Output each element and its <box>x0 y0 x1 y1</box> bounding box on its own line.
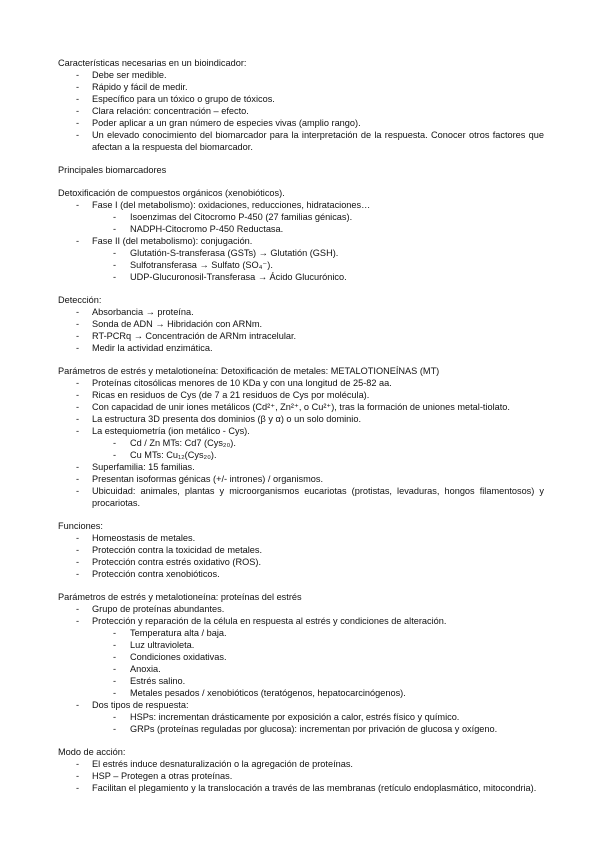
section-gap <box>58 509 544 520</box>
list-item: - RT-PCRq → Concentración de ARNm intracelular. <box>58 330 544 342</box>
list-item: - Superfamilia: 15 familias. <box>58 461 544 473</box>
section-heading: Detección: <box>58 295 102 305</box>
list-item: - Dos tipos de respuesta: <box>58 699 544 711</box>
section-heading: Principales biomarcadores <box>58 165 167 175</box>
list-item: - La estequiometría (ion metálico - Cys). <box>58 425 544 437</box>
sub-list-item: - Temperatura alta / baja. <box>58 627 544 639</box>
section-gap <box>58 580 544 591</box>
list-item: - Sonda de ADN → Hibridación con ARNm. <box>58 318 544 330</box>
list-item: - Proteínas citosólicas menores de 10 KDa y con una longitud de 25-82 aa. <box>58 377 544 389</box>
section-heading: Parámetros de estrés y metalotioneína: proteínas del estrés <box>58 592 302 602</box>
section-gap <box>58 354 544 365</box>
list-item: - La estructura 3D presenta dos dominios (β y α) o un solo dominio. <box>58 413 544 425</box>
sub-list-item: - Isoenzimas del Citocromo P-450 (27 familias génicas). <box>58 211 544 223</box>
list-item: - Clara relación: concentración – efecto. <box>58 105 544 117</box>
document-page <box>58 57 544 794</box>
sub-list-item: - Glutatión-S-transferasa (GSTs) → Glutatión (GSH). <box>58 247 544 259</box>
sub-list-item: - Cd / Zn MTs: Cd7 (Cys₂₀). <box>58 437 544 449</box>
list-item: - Protección contra xenobióticos. <box>58 568 544 580</box>
sub-list-item: - Estrés salino. <box>58 675 544 687</box>
section-heading: Parámetros de estrés y metalotioneína: Detoxificación de metales: METALOTIONEÍNAS (MT) <box>58 366 440 376</box>
list-item: - Protección contra estrés oxidativo (ROS). <box>58 556 544 568</box>
section-gap <box>58 283 544 294</box>
sub-list-item: - GRPs (proteínas reguladas por glucosa): incrementan por privación de glucosa y oxígeno. <box>58 723 544 735</box>
section-gap <box>58 153 544 164</box>
list-item: - Facilitan el plegamiento y la translocación a través de las membranas (retículo endoplasmático, mitocondria). <box>58 782 544 794</box>
list-item: - Fase II (del metabolismo): conjugación. <box>58 235 544 247</box>
list-item: - HSP – Protegen a otras proteínas. <box>58 770 544 782</box>
sub-list-item: - Anoxia. <box>58 663 544 675</box>
sub-list-item: - Metales pesados / xenobióticos (teratógenos, hepatocarcinógenos). <box>58 687 544 699</box>
sub-list-item: - Sulfotransferasa → Sulfato (SO₄⁻). <box>58 259 544 271</box>
list-item: - Protección y reparación de la célula en respuesta al estrés y condiciones de alteración. <box>58 615 544 627</box>
list-item: - Fase I (del metabolismo): oxidaciones, reducciones, hidrataciones… <box>58 199 544 211</box>
list-item: - Específico para un tóxico o grupo de tóxicos. <box>58 93 544 105</box>
section-heading: Funciones: <box>58 521 103 531</box>
list-item: - El estrés induce desnaturalización o la agregación de proteínas. <box>58 758 544 770</box>
sub-list-item: - NADPH-Citocromo P-450 Reductasa. <box>58 223 544 235</box>
sub-list-item: - Condiciones oxidativas. <box>58 651 544 663</box>
list-item: - Con capacidad de unir iones metálicos (Cd²⁺, Zn²⁺, o Cu²⁺), tras la formación de uniones metal-tiolato. <box>58 401 544 413</box>
list-item: - Homeostasis de metales. <box>58 532 544 544</box>
section-heading: Características necesarias en un bioindicador: <box>58 58 247 68</box>
section-gap <box>58 735 544 746</box>
section-heading: Detoxificación de compuestos orgánicos (xenobióticos). <box>58 188 285 198</box>
list-item: - Un elevado conocimiento del biomarcador para la interpretación de la respuesta. Conocer otros factores que afectan a la respuesta del biomarcador. <box>58 129 544 153</box>
list-item: - Presentan isoformas génicas (+/- intrones) / organismos. <box>58 473 544 485</box>
list-item: - Rápido y fácil de medir. <box>58 81 544 93</box>
section-heading: Modo de acción: <box>58 747 126 757</box>
list-item: - Ricas en residuos de Cys (de 7 a 21 residuos de Cys por molécula). <box>58 389 544 401</box>
sub-list-item: - UDP-Glucuronosil-Transferasa → Ácido Glucurónico. <box>58 271 544 283</box>
list-item: - Grupo de proteínas abundantes. <box>58 603 544 615</box>
sub-list-item: - Cu MTs: Cu₁₂(Cys₂₀). <box>58 449 544 461</box>
list-item: - Debe ser medible. <box>58 69 544 81</box>
list-item: - Ubicuidad: animales, plantas y microorganismos eucariotas (protistas, levaduras, hongos filamentosos) y procariotas. <box>58 485 544 509</box>
list-item: - Protección contra la toxicidad de metales. <box>58 544 544 556</box>
sub-list-item: - Luz ultravioleta. <box>58 639 544 651</box>
list-item: - Absorbancia → proteína. <box>58 306 544 318</box>
list-item: - Poder aplicar a un gran número de especies vivas (amplio rango). <box>58 117 544 129</box>
list-item: - Medir la actividad enzimática. <box>58 342 544 354</box>
section-gap <box>58 176 544 187</box>
sub-list-item: - HSPs: incrementan drásticamente por exposición a calor, estrés físico y químico. <box>58 711 544 723</box>
